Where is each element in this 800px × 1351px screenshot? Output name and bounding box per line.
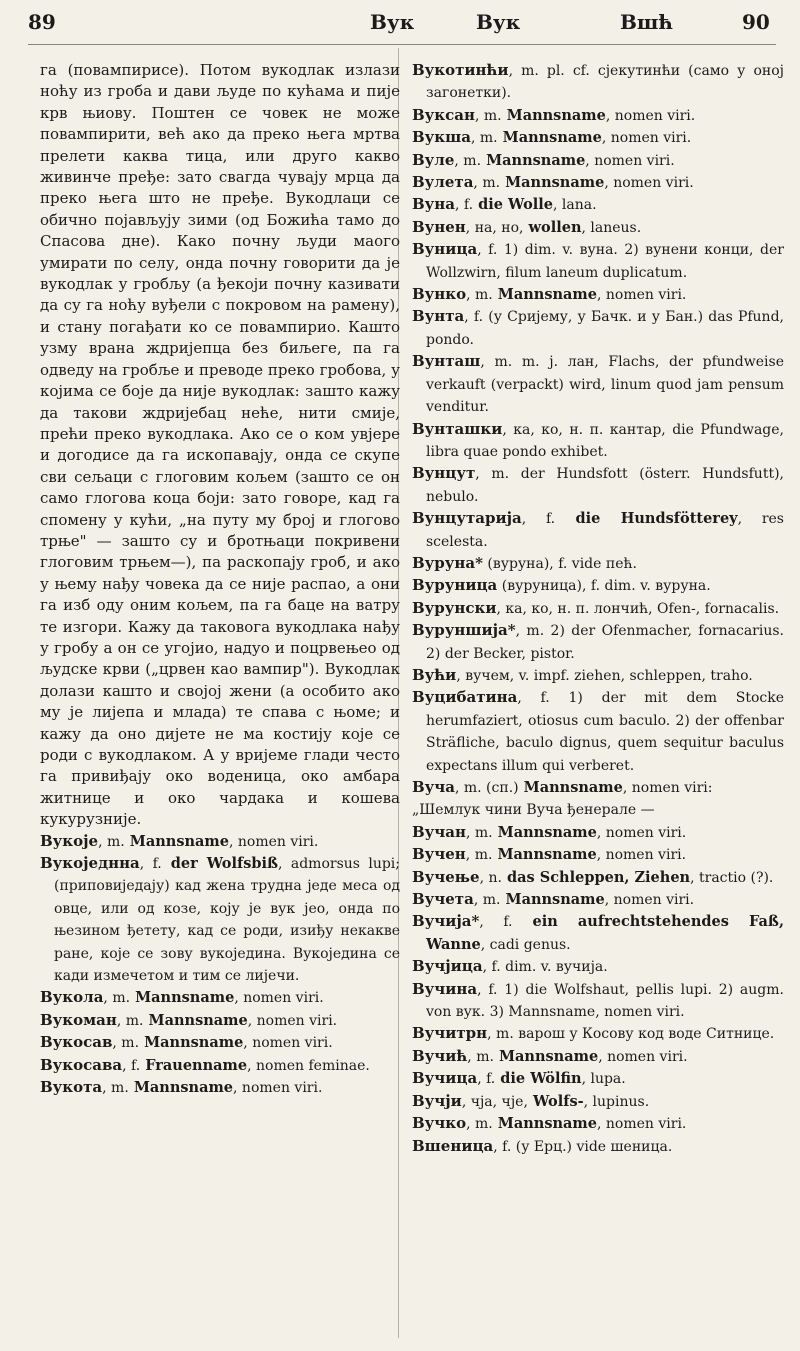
entry-german: Wolfs- — [527, 1092, 584, 1110]
entry-headword: Вучитрн — [412, 1024, 488, 1043]
dictionary-entry — [40, 831, 400, 853]
entry-grammar: , m. (сп.) — [454, 780, 519, 796]
entry-grammar: , f. — [517, 690, 550, 707]
entry-headword: Вучјица — [412, 957, 483, 976]
entry-german: Mannsname — [497, 129, 602, 147]
entry-german: wollen — [523, 218, 582, 236]
entry-headword: Вукола — [40, 988, 104, 1007]
entry-definition: der Hundsfott (österr. Hundsfutt), nebulo. — [426, 466, 784, 505]
entry-grammar: , на, но, — [465, 219, 524, 236]
left-column — [40, 60, 400, 1100]
dictionary-entry — [40, 1010, 400, 1032]
dictionary-entry — [412, 979, 784, 1024]
entry-definition: лончић, Ofen-, fornacalis. — [589, 600, 780, 617]
entry-definition: , nomen viri. — [243, 1035, 333, 1052]
entry-headword: Вукоман — [40, 1010, 117, 1029]
entry-german: die Wolle — [473, 196, 554, 214]
entry-definition: , nomen viri. — [596, 847, 687, 864]
entry-definition: 1) die Wolfshaut, pellis lupi. 2) augm. von вук. 3) Mannsname, nomen viri. — [426, 981, 784, 1021]
entry-definition: vide пећ. — [567, 555, 637, 572]
dictionary-entry — [412, 127, 784, 149]
entry-definition: , lana. — [553, 197, 597, 214]
entry-definition: , admorsus lupi; (приповиједају) кад жена трудна једе меса од овце, или од козе, коју је вук јео, онда по њезином ђетету, кад се роди, изиђу некакве ране, које се зову вукојединa. Вукојединa се кади измечетом и тим се лијечи. — [54, 856, 400, 985]
dictionary-entry — [412, 1091, 784, 1113]
entry-headword: Вукоједнна — [40, 854, 140, 873]
entry-headword: Вунен — [412, 217, 466, 236]
entry-grammar: , f. — [479, 914, 513, 931]
entry-grammar: , f. — [477, 242, 498, 259]
dictionary-entry — [412, 1113, 784, 1135]
entry-grammar: , f. — [482, 959, 501, 976]
entry-german: Mannsname — [492, 823, 597, 841]
entry-headword: Вуруна* — [412, 553, 483, 572]
entry-headword: Вуча — [412, 778, 455, 796]
entry-definition: 1) der mit dem Stocke herumfaziert, otiosus cum baculo. 2) der offenbar Sträfliche, baculo dignus, quem sequitur baculus expectans illum qui verberet. — [426, 690, 784, 774]
entry-definition: , nomen viri. — [604, 175, 694, 192]
entry-german: ein aufrechtstehendes Faß, Wanne — [426, 913, 784, 953]
dictionary-entry — [412, 620, 784, 665]
entry-headword: Вучина — [412, 979, 478, 998]
entry-german: Mannsname — [492, 1115, 597, 1133]
entry-headword: Вуруншија* — [412, 621, 516, 640]
entry-definition: (у Ерц.) vide шеница. — [511, 1138, 673, 1155]
entry-headword: Вукота — [40, 1078, 103, 1097]
entry-grammar: , вучем, v. impf. — [456, 667, 570, 684]
entry-grammar: (вуруница), f. — [497, 578, 601, 595]
dictionary-entry — [40, 1077, 400, 1099]
entry-grammar: , f. — [477, 981, 498, 998]
entry-definition: , nomen viri: — [622, 780, 713, 796]
entry-grammar: , m. — [103, 990, 131, 1007]
entry-german: Mannsname — [500, 174, 605, 192]
dictionary-entry — [412, 194, 784, 216]
dictionary-entry — [412, 911, 784, 956]
entry-grammar: , m. — [473, 175, 501, 192]
dictionary-entry — [412, 799, 784, 821]
entry-german: Mannsname — [492, 286, 597, 304]
dictionary-entry — [412, 1046, 784, 1068]
entry-german: Mannsname — [481, 151, 586, 169]
dictionary-entry — [412, 239, 784, 284]
entry-german: die Hundsfötterey — [555, 510, 738, 528]
entry-german: Mannsname — [128, 1079, 234, 1097]
entry-definition: , nomen viri. — [234, 990, 324, 1007]
page-header — [0, 0, 800, 52]
entry-grammar: , m. — [475, 466, 510, 483]
dictionary-entry — [412, 1136, 784, 1158]
entry-grammar: , m. — [116, 1012, 144, 1029]
left-page-number: 89 — [28, 10, 56, 34]
entry-headword: Вукосав — [40, 1033, 113, 1052]
right-column — [412, 60, 784, 1158]
entry-headword: Вучета — [412, 890, 474, 909]
entry-grammar: , m. — [465, 847, 493, 864]
entry-definition: , lupa. — [581, 1071, 626, 1088]
dictionary-entry — [412, 284, 784, 306]
entry-grammar: , f. — [122, 1057, 141, 1074]
entry-grammar: , m. — [473, 892, 501, 909]
entry-grammar: , m. — [480, 354, 513, 371]
entry-definition: , res scelesta. — [426, 511, 784, 550]
entry-headword: Вурунски — [412, 598, 497, 617]
entry-definition: , nomen viri. — [585, 152, 675, 169]
entry-definition: , lupinus. — [583, 1093, 650, 1110]
entry-grammar: , f. — [493, 1138, 512, 1155]
entry-grammar: , чја, чје, — [461, 1093, 528, 1110]
dictionary-entry — [412, 306, 784, 351]
entry-grammar: (вуруна), f. — [482, 555, 568, 572]
dictionary-entry — [412, 553, 784, 575]
entry-definition: ziehen, schleppen, traho. — [569, 667, 753, 684]
entry-grammar: , m. — [102, 1080, 129, 1097]
entry-headword: Вучан — [412, 822, 466, 841]
entry-definition: dim. v. вуруна. — [600, 578, 711, 595]
entry-grammar: , ка, ко, н. п. — [496, 600, 590, 617]
entry-german: Mannsname — [501, 106, 606, 124]
entry-definition: , nomen viri. — [601, 130, 692, 147]
entry-headword: Вунташ — [412, 352, 481, 371]
right-entries — [412, 60, 784, 1158]
left-entries — [40, 831, 400, 1100]
dictionary-entry — [412, 1023, 784, 1045]
entry-headword: Вшеница — [412, 1136, 494, 1155]
entry-german: der Wolfsbiß — [161, 855, 279, 873]
entry-headword: Вуксан — [412, 105, 475, 124]
entry-german: Frauenname — [140, 1056, 248, 1074]
entry-headword: Вукотинћи — [412, 61, 509, 79]
dictionary-entry — [40, 1032, 400, 1054]
entry-headword: Вучји — [412, 1091, 462, 1110]
entry-grammar: , m. pl. — [508, 63, 565, 79]
dictionary-entry — [412, 575, 784, 597]
right-page-number: 90 — [742, 10, 770, 34]
entry-headword: Вући — [412, 665, 457, 684]
entry-headword: Вунцутарија — [412, 509, 522, 528]
entry-german: das Schleppen, Ziehen — [501, 868, 691, 886]
entry-headword: Вучен — [412, 845, 466, 864]
entry-grammar: , m. — [470, 130, 498, 147]
entry-german: Mannsname — [130, 989, 235, 1007]
dictionary-entry — [40, 1055, 400, 1077]
entry-grammar: , ка, ко, н. п. — [502, 421, 604, 438]
entry-definition: (у Сријему, у Бачк. и у Бан.) das Pfund, pondo. — [426, 309, 784, 348]
entry-grammar: , f. — [464, 309, 484, 326]
entry-headword: Вукоје — [40, 831, 99, 850]
right-running-head-2: Вшћ — [620, 10, 673, 34]
dictionary-entry — [40, 853, 400, 987]
entry-headword: Вулета — [412, 173, 474, 192]
entry-grammar: , f. — [477, 1071, 496, 1088]
dictionary-entry — [412, 956, 784, 978]
dictionary-entry — [412, 867, 784, 889]
entry-headword: Вунко — [412, 285, 467, 304]
entry-definition: , nomen viri. — [596, 824, 687, 841]
continuation-paragraph: га (повампирисе). Потом вукодлак излази ноћу из гроба и дави људе по кућама и пије крв њиову. Поштен се човек не може повампирити, већ ако да преко њега мртва прелети каква тица, или друго какво живинче пређе: зато свагда чувају мрца да преко њега што не пређе. Вукодлаци се обично појављују зими (од Божића тамо до Спасова дне). Како почну људи маого умирати по селу, онда почну говорити да је вукодлак у гробљу (а ђекоји почну казивати да су га ноћу вуђели с покровом на рамену), и стану погађати ко се повампирио. Кашто узму врана ждријепца без биљеге, па га одведу на гробље и преводе преко гробова, у којима се боје да није вукодлак: зашто кажу да такови ждријебац неће, нити смије, прећи преко вукодлака. Ако се о ком увјере и догодисе да га ископавају, онда се скупе сви сељаци с глоговим кољем (зашто се он само глогова коца боји: зато говоре, кад га спомену у кући, „на путу му број и глогово трње" — зашто су и бротњаци покривени глоговим трњем—), па раскопају гроб, и ако у њему нађу човека да се није распао, а они га изб оду оним кољем, па га баце на ватру те изгори. Кажу да таковога вукодлака нађу у гробу а он се угојио, надуо и поцрвењео од људске крви („црвен као вампир"). Вукодлак долази кашто и својој жени (а особито ако му је лијепа и млада) те спава с њоме; и кажу да оно дијете не ма костију које се роди с вукодлаком. А у вријеме глади често га привиђају око воденица, око амбара житнице и око чардака и кошева кукурузније. — [40, 61, 400, 829]
entry-definition: , nomen viri. — [597, 1116, 687, 1133]
dictionary-entry — [412, 172, 784, 194]
entry-grammar: , m. — [467, 1048, 494, 1065]
entry-definition: , nomen viri. — [597, 287, 687, 304]
entry-definition: 2) der Ofenmacher, fornacarius. 2) der Becker, pistor. — [426, 623, 784, 662]
entry-definition: , nomen viri. — [604, 892, 695, 909]
entry-headword: Вунта — [412, 307, 465, 326]
dictionary-entry — [412, 217, 784, 239]
dictionary-entry — [412, 60, 784, 105]
entry-grammar: , m. — [112, 1035, 140, 1052]
dictionary-entry — [412, 419, 784, 464]
entry-headword: Вучија* — [412, 912, 480, 931]
entry-definition: dim. v. вучија. — [500, 959, 608, 976]
dictionary-entry — [412, 687, 784, 777]
entry-headword: Вуница — [412, 240, 478, 259]
dictionary-entry — [412, 889, 784, 911]
dictionary-entry — [412, 463, 784, 508]
left-running-head: Вук — [370, 10, 415, 34]
entry-german: Mannsname — [500, 891, 605, 909]
entry-grammar: , m. — [466, 287, 493, 304]
dictionary-entry — [412, 1068, 784, 1090]
right-running-head-1: Вук — [476, 10, 521, 34]
entry-german: Mannsname — [492, 846, 597, 864]
dictionary-entry — [412, 105, 784, 127]
entry-grammar: , m. — [465, 824, 493, 841]
entry-german: Mannsname — [143, 1011, 248, 1029]
dictionary-entry — [412, 844, 784, 866]
entry-headword: Вуцибатина — [412, 688, 518, 707]
entry-headword: Вукша — [412, 128, 471, 147]
entry-definition: , nomen viri. — [228, 833, 319, 850]
entry-grammar: , n. — [479, 869, 502, 886]
dictionary-entry — [412, 508, 784, 553]
entry-german: Mannsname — [139, 1034, 244, 1052]
dictionary-entry — [412, 150, 784, 172]
entry-definition: , cadi genus. — [480, 936, 571, 953]
entry-grammar: , m. — [515, 623, 545, 640]
dictionary-entry — [412, 777, 784, 799]
entry-german: die Wölfin — [495, 1070, 582, 1088]
entry-headword: Вучење — [412, 867, 480, 886]
entry-german: Mannsname — [124, 832, 229, 850]
entry-definition: , nomen viri. — [247, 1012, 338, 1029]
dictionary-entry — [412, 598, 784, 620]
entry-definition: „Шемлук чини Вуча ђенерале — — [412, 802, 655, 819]
entry-definition: , nomen feminae. — [247, 1057, 370, 1074]
entry-definition: m. j. лан, Flachs, der pfundweise verkauft (verpackt) wird, linum quod jam pensum venditur. — [426, 354, 784, 416]
dictionary-entry — [412, 822, 784, 844]
entry-grammar: , m. — [466, 1116, 493, 1133]
entry-headword: Вунташки — [412, 419, 503, 438]
dictionary-entry — [412, 351, 784, 418]
entry-grammar: , m. — [474, 107, 502, 124]
entry-definition: , nomen viri. — [598, 1048, 688, 1065]
entry-grammar: , f. — [454, 197, 474, 214]
entry-definition: варош у Косову код воде Ситнице. — [513, 1026, 775, 1043]
entry-headword: Вукосава — [40, 1055, 123, 1074]
entry-german: Mannsname — [518, 779, 623, 796]
entry-headword: Вуле — [412, 150, 455, 169]
entry-grammar: , f. — [521, 511, 556, 528]
entry-definition: 1) dim. v. вуна. 2) вунени конци, der Wollzwirn, filum laneum duplicatum. — [426, 242, 784, 281]
header-rule — [28, 44, 776, 45]
entry-definition: кантар, die Pfundwage, libra quae pondo exhibet. — [426, 421, 784, 460]
entry-headword: Вучко — [412, 1114, 467, 1133]
entry-headword: Вуруница — [412, 576, 498, 595]
entry-grammar: , m. — [454, 152, 482, 169]
entry-definition: , laneus. — [581, 219, 642, 236]
entry-definition: , nomen viri. — [605, 107, 696, 124]
entry-headword: Вуна — [412, 195, 455, 214]
entry-headword: Вучица — [412, 1069, 478, 1088]
entry-headword: Вучић — [412, 1046, 468, 1065]
entry-headword: Вунцут — [412, 464, 476, 483]
entry-grammar: , f. — [139, 856, 162, 873]
dictionary-entry — [40, 987, 400, 1009]
entry-grammar: , m. — [98, 833, 125, 850]
dictionary-entry — [412, 665, 784, 687]
entry-definition: cf. сјекутинћи (само у оној загонетки). — [426, 63, 785, 102]
entry-grammar: , m. — [487, 1026, 514, 1043]
entry-definition: , nomen viri. — [233, 1080, 323, 1097]
entry-german: Mannsname — [493, 1047, 599, 1065]
entry-definition: , tractio (?). — [690, 869, 774, 886]
